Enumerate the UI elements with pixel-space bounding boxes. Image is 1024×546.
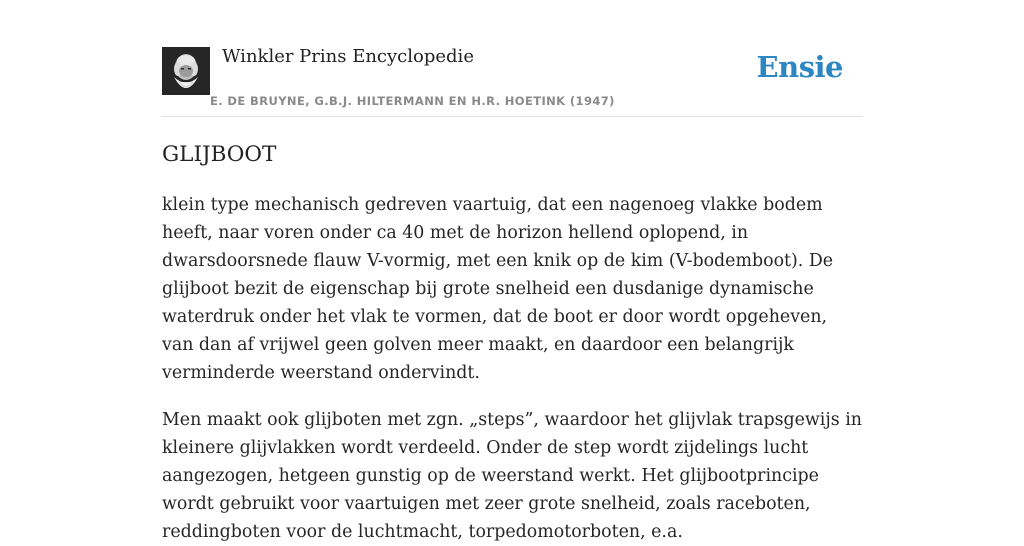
bearded-man-portrait-icon: [162, 47, 210, 95]
article-paragraph-2: Men maakt ook glijboten met zgn. „steps”, waardoor het glijvlak trapsgewijs in kleinere glijvlakken wordt verdeeld. Onder de step wordt zijdelings lucht aangezogen, hetgeen gunstig op de weerstand werkt. Het glijbootprincipe wordt gebruikt voor vaartuigen met zeer grote snelheid, zoals raceboten, reddingboten voor de luchtmacht, torpedomotorboten, e.a.: [162, 410, 862, 542]
article: [162, 138, 862, 546]
site-header: [162, 44, 862, 117]
article-headword: GLIJBOOT: [162, 142, 277, 167]
article-paragraph-1: klein type mechanisch gedreven vaartuig, dat een nagenoeg vlakke bodem heeft, naar voren onder ca 40 met de horizon hellend oplopend, in dwarsdoorsnede flauw V-vormig, met een knik op de kim (V-bodemboot). De glijboot bezit de eigenschap bij grote snelheid een dusdanige dynamische waterdruk onder het vlak te vormen, dat de boot er door wordt opgeheven, van dan af vrijwel geen golven meer maakt, en daardoor een belangrijk verminderde weerstand ondervindt.: [162, 195, 834, 383]
ensie-logo-link[interactable]: Ensie: [756, 50, 843, 84]
publication-authors: E. DE BRUYNE, G.B.J. HILTERMANN EN H.R. HOETINK (1947): [210, 94, 615, 108]
author-avatar[interactable]: [162, 47, 210, 95]
publication-title[interactable]: Winkler Prins Encyclopedie: [222, 46, 474, 67]
